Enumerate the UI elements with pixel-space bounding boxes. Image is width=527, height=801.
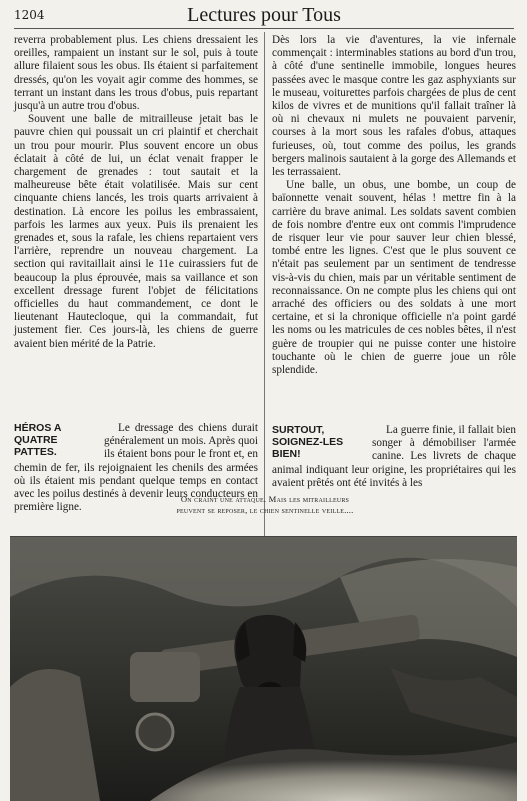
photo-dog-machine-gun (10, 536, 517, 801)
left-paragraph-1: reverra probablement plus. Les chiens dressaient les oreilles, rampaient un instant sur le sol, puis à toute allure filaient sous les obus. Ils étaient si parfaitement dressés, qu'on les voyait agir comme des hommes, se terrant un instant dans les trous d'obus, puis repartant jusqu'à un autre trou d'obus. (14, 34, 258, 113)
running-title: Lectures pour Tous (187, 4, 341, 26)
right-paragraph-1: Dès lors la vie d'aventures, la vie infernale commençait : interminables stations au bord d'un trou, à côté d'une sentinelle immobile, longues heures passées avec le masque contre les gaz asphyxiants sur le museau, voiturettes parfois chargées de plus de cent kilos de vivres et de munitions qu'il fallait traîner là où ni chevaux ni mulets ne pouvaient parvenir, courses à la mort sous les rafales d'obus, attaques furieuses, où, tout comme des poilus, les grands bergers malinois sautaient à la gorge des Allemands et les terrassaient. (272, 34, 516, 179)
right-subsection (272, 424, 516, 490)
left-sub-paragraph: Le dressage des chiens durait généralement un mois. Après quoi ils étaient bons pour le front et, en chemin de fer, ils rejoignaient les chenils des armées où ils étaient mis pendant quelque temps en contact avec les poilus destinés à devenir leurs conducteurs en première ligne. (14, 422, 258, 514)
page-header (14, 4, 514, 29)
subheading-surtout: SURTOUT, SOIGNEZ-LES BIEN! (272, 424, 344, 460)
right-paragraph-2: Une balle, un obus, une bombe, un coup de baïonnette venait souvent, hélas ! mettre fin à la carrière du brave animal. Les soldats savent combien de fois nombre d'entre eux ont commis l'imprudence de risquer leur vie pour sauver leur chien blessé, tombé entre les lignes. C'est que le plus souvent ce n'était pas seulement par un sentiment de tendresse vis-à-vis du chien, mais par un véritable sentiment de reconnaissance. On ne compte plus les chiens qui ont arraché des officiers ou des soldats à une mort certaine, et si la chronique officielle n'a point gardé les noms ou les matricules de ces nobles bêtes, il n'est guère de troupier qui ne puisse conter une histoire touchante où le chien de guerre joue un rôle splendide. (272, 179, 516, 377)
right-column (272, 34, 516, 377)
subheading-heros: HÉROS A QUATRE PATTES. (14, 422, 62, 458)
column-divider (264, 32, 265, 536)
photo-caption: On craint une attaque. Mais les mitrailleurs peuvent se reposer, le chien sentinelle veille.... (176, 494, 354, 515)
dog-photo-illustration (10, 537, 517, 801)
gun-wheel (137, 714, 173, 750)
left-paragraph-2: Souvent une balle de mitrailleuse jetait bas le pauvre chien qui poussait un cri plaintif et cherchait un trou pour mourir. Plus souvent encore un obus éclatait à côté de lui, un éclat venait frapper le chargement de grenades : tout sautait et la malheureuse bête était volatilisée. Mais sur cent cinquante chiens lancés, les trois quarts arrivaient à destination. Là encore les poilus les embrassaient, parfois les larmes aux yeux. Puis ils prenaient les grenades et, sous la rafale, les chiens repartaient vers l'arrière, reprendre un nouveau chargement. La section qui ravitaillait ainsi le 11e cuirassiers fut de beaucoup la plus éprouvée, mais sa vaillance et son excellent dressage furent l'objet de félicitations officielles du haut commandement, ce dont le lieutenant Hautecloque, qui la commandait, fut justement fier. Ces jours-là, les chiens de guerre avaient bien mérité de la Patrie. (14, 113, 258, 350)
right-sub-paragraph: La guerre finie, il fallait bien songer à démobiliser l'armée canine. Les livrets de chaque animal indiquant leur origine, les propriétaires qui les avaient prêtés ont été invités à les (272, 424, 516, 489)
page-number: 1204 (14, 8, 45, 22)
left-column (14, 34, 258, 351)
